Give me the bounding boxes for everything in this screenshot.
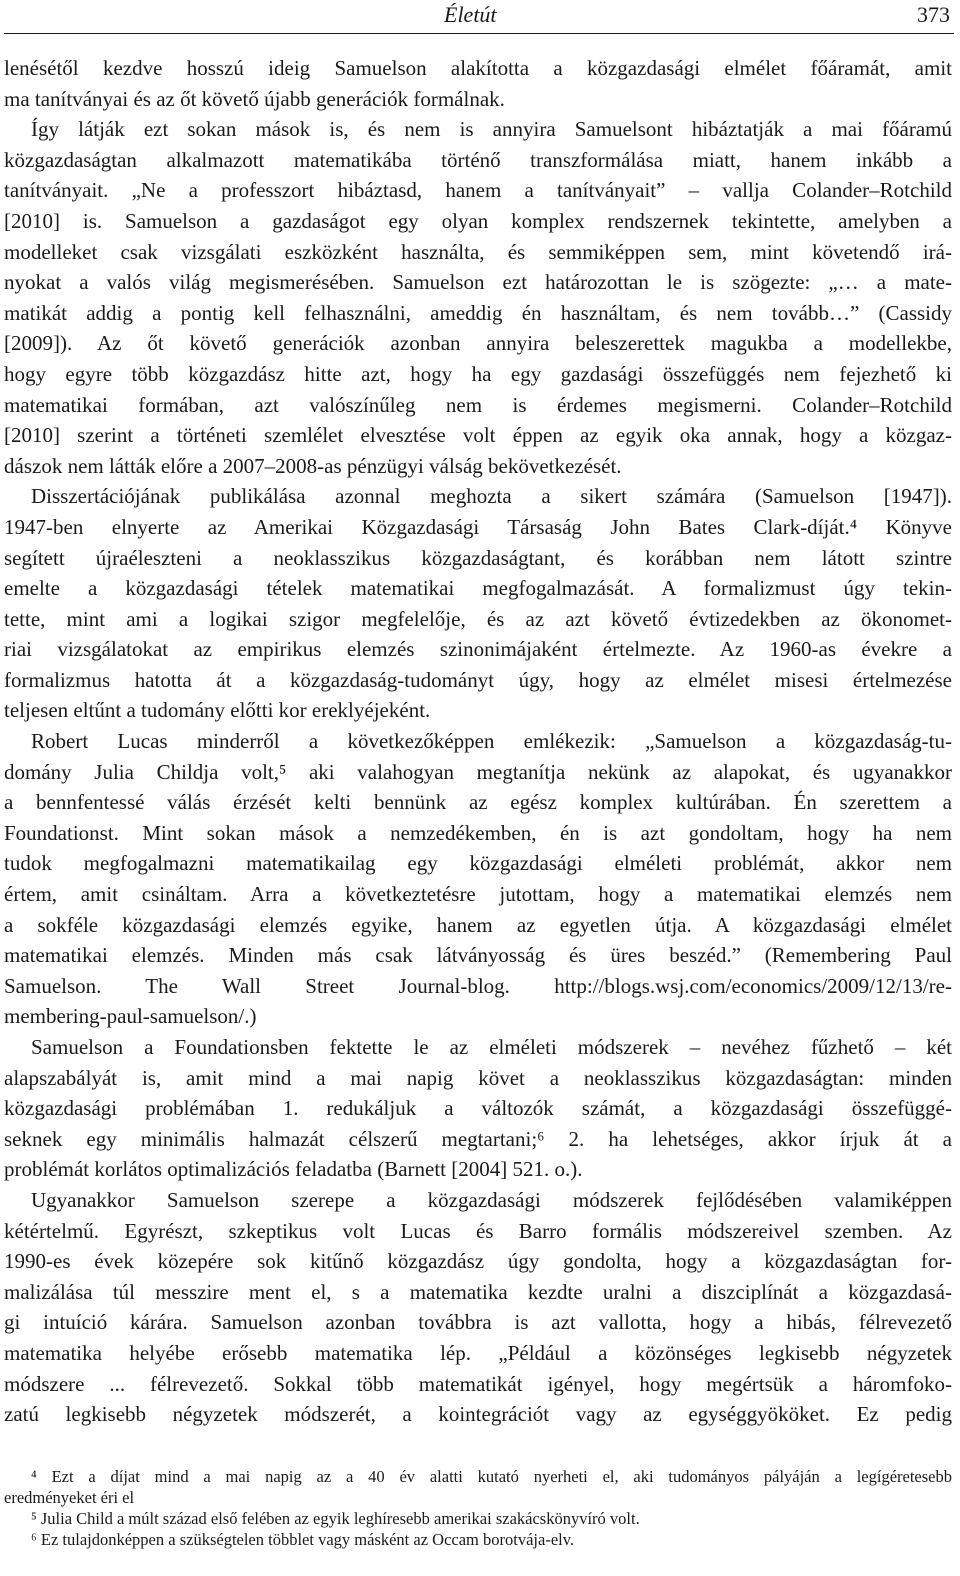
text-line: [2009]). Az őt követő generációk azonban annyira beleszerettek magukba a modellekbe, [4,331,952,356]
text-line: malizálása túl messzire ment el, s a matematika kezdte uralni a diszciplínát a közgazdasá- [4,1279,952,1304]
text-line: tette, mint ami a logikai szigor megfelelője, és az azt követő évtizedekben az ökonomet- [4,606,952,631]
text-line: tudok megfogalmazni matematikailag egy közgazdasági elméleti problémát, akkor nem [4,851,952,876]
text-line: matematikai elemzés. Minden más csak látványosság és üres beszéd.” (Remembering Paul [4,943,952,968]
body-text [4,53,952,1430]
text-line: Disszertációjának publikálása azonnal meghozta a sikert számára (Samuelson [1947]). [31,484,952,509]
text-line: emelte a közgazdasági tételek matematikai megfogalmazását. A formalizmust úgy tekin- [4,576,952,601]
text-line: teljesen eltűnt a tudomány előtti kor ereklyéjeként. [4,698,431,723]
text-line: a sokféle közgazdasági elemzés egyike, hanem az egyetlen útja. A közgazdasági elmélet [4,912,952,937]
text-line: Így látják ezt sokan mások is, és nem is annyira Samuelsont hibáztatják a mai főáramú [31,117,952,142]
text-line: kétértelmű. Egyrészt, szkeptikus volt Lucas és Barro formális módszereivel szemben. Az [4,1218,952,1243]
text-line: Foundationst. Mint sokan mások a nemzedékemben, én is azt gondoltam, hogy ha nem [4,820,952,845]
text-line: matikát addig a pontig kell felhasználni, ameddig én használtam, és nem tovább…” (Cassidy [4,300,952,325]
text-line: módszere ... félrevezető. Sokkal több matematikát igényel, hogy megértsük a háromfoko- [4,1371,952,1396]
text-line: 1947-ben elnyerte az Amerikai Közgazdasági Társaság John Bates Clark-díját.⁴ Könyve [4,514,952,539]
text-line: lenésétől kezdve hosszú ideig Samuelson alakította a közgazdasági elmélet főáramát, amit [4,56,952,80]
text-line: Robert Lucas minderről a következőképpen emlékezik: „Samuelson a közgazdaság-tu- [31,729,952,754]
text-line: alapszabályát is, amit mind a mai napig követ a neoklasszikus közgazdaságtan: minden [4,1065,952,1090]
text-line: dászok nem látták előre a 2007–2008-as pénzügyi válság bekövetkezését. [4,453,622,478]
running-header [0,0,960,34]
text-line: [2010] szerint a történeti szemlélet elvesztése volt éppen az egyik oka annak, hogy a közgaz- [4,423,952,448]
text-line: [2010] is. Samuelson a gazdaságot egy olyan komplex rendszernek tekintette, amelyben a [4,208,952,233]
text-line: gi intuíció kárára. Samuelson azonban továbbra is azt vallotta, hogy a hibás, félrevezető [4,1310,952,1335]
text-line: hogy egyre több közgazdász hitte azt, hogy ha egy gazdasági összefüggés nem fejezhető ki [4,361,952,386]
page-number: 373 [917,2,950,27]
text-line: 1990-es évek közepére sok kitűnő közgazdász úgy gondolta, hogy a közgazdaságtan for- [4,1249,952,1274]
text-line: nyokat a valós világ megismerésében. Samuelson ezt határozottan le is szögezte: „… a mate- [4,270,952,295]
text-line: modelleket csak vizsgálati eszközként használta, és semmiképpen sem, mint követendő irá- [4,239,952,264]
text-line: seknek egy minimális halmazát célszerű megtartani;⁶ 2. ha lehetséges, akkor írjuk át a [4,1126,952,1151]
text-line: Samuelson a Foundationsben fektette le az elméleti módszerek – nevéhez fűzhető – két [31,1035,952,1059]
text-line: közgazdaságtan alkalmazott matematikába történő transzformálása miatt, hanem inkább a [4,147,952,172]
footnote-line: eredményeket éri el [4,1488,135,1507]
running-title: Életút [444,2,497,27]
text-line: tanítványait. „Ne a professzort hibáztasd, hanem a tanítványait” – vallja Colander–Rotchild [4,178,952,203]
footnote-line: ⁶ Ez tulajdonképpen a szükségtelen többlet vagy másként az Occam borotvája-elv. [31,1530,575,1549]
text-line: értem, amit csináltam. Arra a következtetésre jutottam, hogy a matematikai elemzés nem [4,882,952,907]
text-line: formalizmus hatotta át a közgazdaság-tudományt úgy, hogy az elmélet misesi értelmezése [4,667,952,692]
text-line: ma tanítványai és az őt követő újabb generációk formálnak. [4,86,505,111]
text-line: Samuelson. The Wall Street Journal-blog. http://blogs.wsj.com/economics/2009/12/13/re- [4,973,952,998]
text-line: domány Julia Childja volt,⁵ aki valahogyan megtanítja nekünk az alapokat, és ugyanakkor [4,759,952,784]
text-line: matematikai formában, azt valószínűleg nem is érdemes megismerni. Colander–Rotchild [4,392,952,417]
footnotes [4,1466,952,1550]
text-line: riai vizsgálatokat az empirikus elemzés szinonimájaként értelmezte. Az 1960-as évekre a [4,637,952,662]
text-line: segített újraéleszteni a neoklasszikus közgazdaságtant, és korábban nem látott szintre [4,545,952,570]
header-rule [4,33,954,34]
text-line: problémát korlátos optimalizációs feladatba (Barnett [2004] 521. o.). [4,1157,583,1182]
text-line: Ugyanakkor Samuelson szerepe a közgazdasági módszerek fejlődésében valamiképpen [31,1187,952,1212]
text-line: a bennfentessé válás érzését kelti bennünk az egész komplex kultúrában. Én szerettem a [4,790,952,815]
text-line: közgazdasági problémában 1. redukáljuk a változók számát, a közgazdasági összefüggé- [4,1096,952,1121]
text-line: membering-paul-samuelson/.) [4,1004,257,1029]
footnote-line: ⁵ Julia Child a múlt század első felében az egyik leghíresebb amerikai szakácskönyvíró volt. [31,1509,640,1528]
footnote-line: ⁴ Ezt a díjat mind a mai napig az a 40 év alatti kutató nyerheti el, aki tudományos pályáján a legígéretesebb [31,1467,952,1486]
text-line: zatú legkisebb négyzetek módszerét, a kointegrációt vagy az egységgyököket. Ez pedig [4,1402,952,1427]
text-line: matematika helyébe erősebb matematika lép. „Például a közönséges legkisebb négyzetek [4,1340,952,1365]
